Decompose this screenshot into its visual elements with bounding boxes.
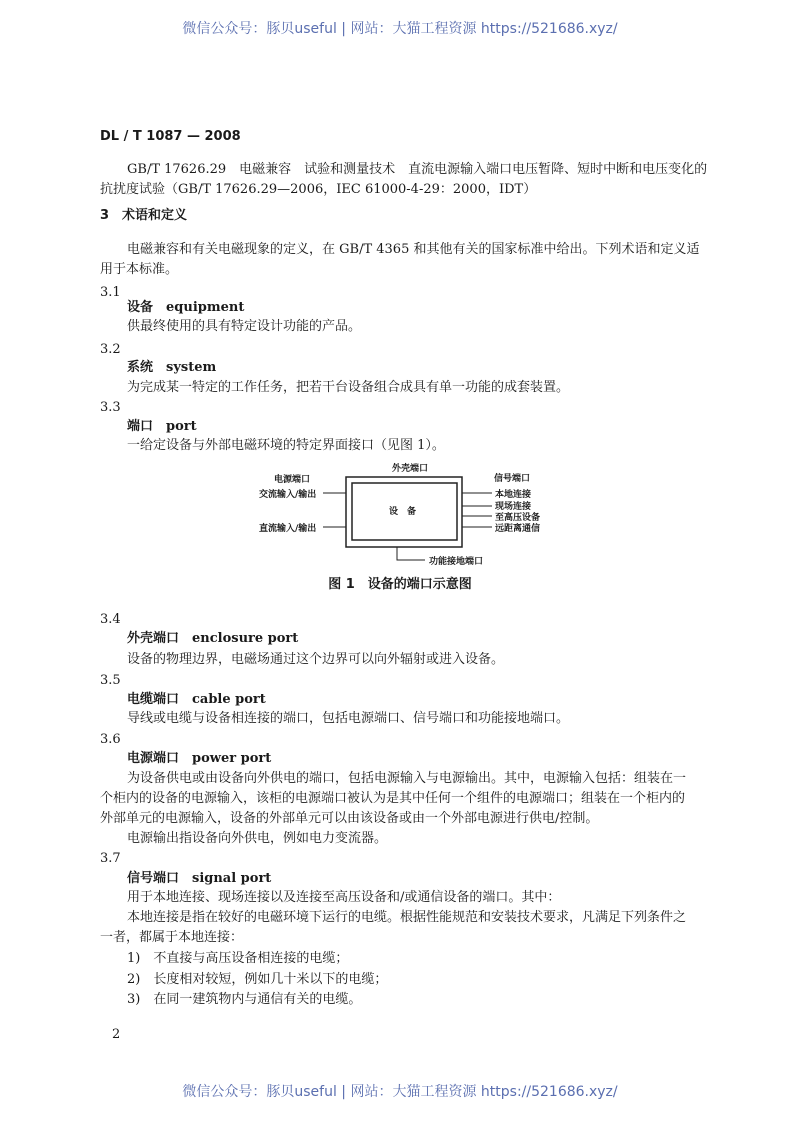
- signal-port-label: 信号端口: [494, 474, 531, 484]
- term-definition: 供最终使用的具有特定设计功能的产品。: [127, 319, 362, 334]
- term-number: 3.7: [100, 851, 121, 866]
- term-number: 3.4: [100, 612, 121, 627]
- reference-line: GB/T 17626.29 电磁兼容 试验和测量技术 直流电源输入端口电压暂降、短时中断和电压变化的: [127, 162, 708, 177]
- list-item: 3) 在同一建筑物内与通信有关的电缆。: [127, 992, 362, 1007]
- term-definition: 导线或电缆与设备相连接的端口，包括电源端口、信号端口和功能接地端口。: [127, 711, 570, 726]
- term-definition: 一者，都属于本地连接：: [100, 930, 244, 945]
- signal-label: 现场连接: [495, 502, 532, 512]
- paragraph-line: 电磁兼容和有关电磁现象的定义，在 GB/T 4365 和其他有关的国家标准中给出。下列术语和定义适: [127, 242, 700, 257]
- reference-line: 抗扰度试验（GB/T 17626.29—2006，IEC 61000-4-29：2000，IDT）: [100, 182, 537, 197]
- list-item: 1) 不直接与高压设备相连接的电缆；: [127, 951, 349, 966]
- ground-line: [397, 547, 425, 560]
- watermark-top: 微信公众号：豚贝useful | 网站：大猫工程资源 https://521686.xyz/: [182, 21, 618, 37]
- term-definition: 用于本地连接、现场连接以及连接至高压设备和/或通信设备的端口。其中：: [127, 890, 561, 905]
- term-definition: 为完成某一特定的工作任务，把若干台设备组合成具有单一功能的成套装置。: [127, 380, 570, 395]
- term-definition: 外部单元的电源输入，设备的外部单元可以由该设备或由一个外部电源进行供电/控制。: [100, 811, 599, 826]
- signal-label: 远距离通信: [495, 524, 541, 534]
- ac-label: 交流输入/输出: [259, 490, 317, 500]
- term-title: 电缆端口 cable port: [127, 692, 266, 707]
- term-title: 外壳端口 enclosure port: [127, 631, 299, 646]
- standard-header: DL / T 1087 — 2008: [100, 129, 241, 144]
- term-number: 3.1: [100, 285, 121, 300]
- term-title: 设备 equipment: [127, 300, 245, 315]
- paragraph-line: 用于本标准。: [100, 262, 179, 277]
- enclosure-port-label: 外壳端口: [392, 464, 429, 474]
- term-title: 电源端口 power port: [127, 751, 272, 766]
- ground-port-label: 功能接地端口: [429, 557, 484, 567]
- section-heading: 3 术语和定义: [100, 208, 188, 223]
- term-number: 3.5: [100, 673, 121, 688]
- term-definition: 一给定设备与外部电磁环境的特定界面接口（见图 1）。: [127, 438, 445, 453]
- term-number: 3.6: [100, 732, 121, 747]
- page-number: 2: [112, 1027, 121, 1042]
- signal-label: 本地连接: [495, 490, 532, 500]
- term-definition: 设备的物理边界，电磁场通过这个边界可以向外辐射或进入设备。: [127, 652, 505, 667]
- term-definition: 为设备供电或由设备向外供电的端口，包括电源输入与电源输出。其中，电源输入包括：组装在一: [127, 771, 687, 786]
- term-title: 端口 port: [127, 419, 197, 434]
- term-number: 3.2: [100, 342, 121, 357]
- figure-caption: 图 1 设备的端口示意图: [328, 577, 472, 592]
- signal-label: 至高压设备: [495, 513, 541, 523]
- term-title: 信号端口 signal port: [127, 871, 272, 886]
- term-definition: 个柜内的设备的电源输入，该柜的电源端口被认为是其中任何一个组件的电源端口；组装在一个柜内的: [100, 791, 686, 806]
- term-number: 3.3: [100, 400, 121, 415]
- term-definition: 本地连接是指在较好的电磁环境下运行的电缆。根据性能规范和安装技术要求，凡满足下列条件之: [127, 910, 687, 925]
- device-label: 设 备: [389, 507, 417, 517]
- watermark-bottom: 微信公众号：豚贝useful | 网站：大猫工程资源 https://521686.xyz/: [182, 1084, 618, 1100]
- term-title: 系统 system: [127, 360, 217, 375]
- dc-label: 直流输入/输出: [259, 524, 317, 534]
- term-definition: 电源输出指设备向外供电，例如电力变流器。: [127, 831, 388, 846]
- list-item: 2) 长度相对较短，例如几十米以下的电缆；: [127, 972, 388, 987]
- power-port-label: 电源端口: [274, 475, 311, 485]
